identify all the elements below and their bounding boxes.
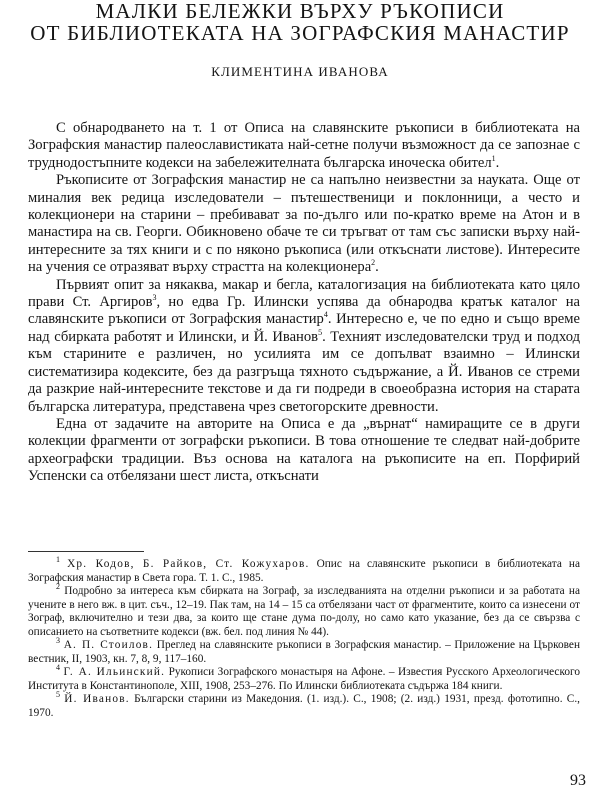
footnote-1-authors: Хр. Кодов, Б. Райков, Ст. Кожухаров.	[67, 558, 310, 570]
footnote-5-authors: Й. Иванов.	[64, 693, 130, 705]
footnotes	[28, 555, 581, 720]
paragraph-4: Една от задачите на авторите на Описа е да „върнат“ намиращите се в други колекции фрагменти от зографски ръкописи. В това отношение те следват най-добрите археографски традиции. Въз основа на каталога на ръкописите на еп. Порфирий Успенски са отбелязани шест листа, откъснати	[28, 415, 580, 485]
paragraph-1-end: .	[495, 154, 500, 171]
footnote-separator	[28, 551, 144, 552]
paragraph-2-text: Ръкописите от Зографския манастир не са напълно неизвестни за науката. Още от миналия век редица изследователи – пътешественици и поклонници, а често и колекционери на старини – пребивават за по-дълго или по-кратко време на Атон и в манастира на св. Георги. Обикновено обаче те си тръгват от там със записки върху най-интересните за тях книги и с по няконо ръкописа (или откъснати листове). Интересите на учения се отразяват върху страстта на колекционера	[28, 172, 580, 276]
paragraph-3-text-c: . Интересно е, че по едно и също време над сбирката работят и Илински, и Й. Иванов	[28, 311, 580, 345]
footnote-4-number: 4	[56, 663, 60, 673]
footnote-3-number: 3	[56, 636, 60, 646]
paragraph-2	[28, 172, 580, 276]
paragraph-3-text-a: Първият опит за някаква, макар и бегла, каталогизация на библиотеката като цяло прави Ст. Аргиров	[28, 276, 580, 311]
paragraph-2-end: .	[375, 259, 379, 276]
paragraph-1-text: С обнародването на т. 1 от Описа на славянските ръкописи в библиотеката на Зографския манастир палеославистиката най-сетне получи възможност да се запознае с труднодостъпните кодекси на забележителната българска иноческа обител	[28, 120, 580, 171]
article-title-line-2: ОТ БИБЛИОТЕКАТА НА ЗОГРАФСКИЯ МАНАСТИР	[30, 21, 570, 45]
footnote-2	[28, 582, 580, 639]
footnote-1-text: Опис на славянските ръкописи в библиотеката на Зографския манастир в Света гора. Т. 1. С., 1985.	[28, 558, 580, 584]
footnote-2-text: Подробно за интереса към сбирката на Зограф, за изследванията на отделни ръкописи и за работата на учените в него вж. в цит. съч., 12–19. Пак там, на 14 – 15 са отбелязани част от фрагментите, които са изнесени от Зограф, включително и тези два, за които ще стане дума по-долу, но само като указание, без да се свързва с описанието на съответните кодекси (вж. бел. под линия № 44).	[28, 585, 580, 638]
footnote-5	[28, 690, 580, 720]
article-title-line-1: МАЛКИ БЕЛЕЖКИ ВЪРХУ РЪКОПИСИ	[95, 0, 505, 23]
page-number: 93	[570, 772, 586, 789]
footnote-ref-3: 3	[152, 293, 157, 303]
paragraph-1	[28, 120, 580, 172]
paragraph-3-text-d: . Техният изследователски труд и подход към старините е различен, но усилията им се допълват взаимно – Илински систематизира кодексите, без да разгръща тяхното съдържание, а Й. Иванов се стреми да разкрие най-интересните текстове и да ги подреди в своеобразна история на старата българска литература, представена чрез светогорските древности.	[28, 328, 581, 415]
article-body	[28, 120, 580, 486]
footnote-ref-5: 5	[318, 328, 323, 338]
footnote-5-number: 5	[56, 690, 60, 700]
author-name: КЛИМЕНТИНА ИВАНОВА	[211, 64, 389, 79]
footnote-3-authors: А. П. Стоилов.	[63, 639, 154, 651]
footnote-5-text: Български старини из Македония. (1. изд.). С., 1908; (2. изд.) 1931, презд. фототипно. С., 1970.	[28, 693, 580, 719]
footnote-4	[28, 663, 581, 693]
paragraph-3-text-b: , но едва Гр. Илински успява да обнародва кратък каталог на славянските ръкописи от Зографския манастир	[28, 294, 580, 328]
footnote-3	[28, 636, 580, 666]
footnote-3-text: Преглед на славянските ръкописи в Зографския манастир. – Приложение на Църковен вестник, II, 1903, кн. 7, 8, 9, 117–160.	[28, 639, 580, 665]
footnote-ref-2: 2	[371, 258, 376, 268]
footnote-1-number: 1	[56, 555, 60, 565]
footnote-1	[28, 555, 580, 585]
footnote-ref-4: 4	[323, 310, 328, 320]
footnote-4-authors: Г. А. Ильинский.	[63, 666, 166, 678]
footnote-ref-1: 1	[491, 153, 496, 163]
paragraph-3	[28, 277, 580, 416]
footnote-4-text: Рукописи Зографского монастыря на Афоне. – Известия Русского Археологического Института в Константинополе, XIII, 1908, 253–276. По Илински библиотеката съдържа 184 книги.	[28, 666, 581, 692]
footnote-2-number: 2	[56, 582, 60, 592]
